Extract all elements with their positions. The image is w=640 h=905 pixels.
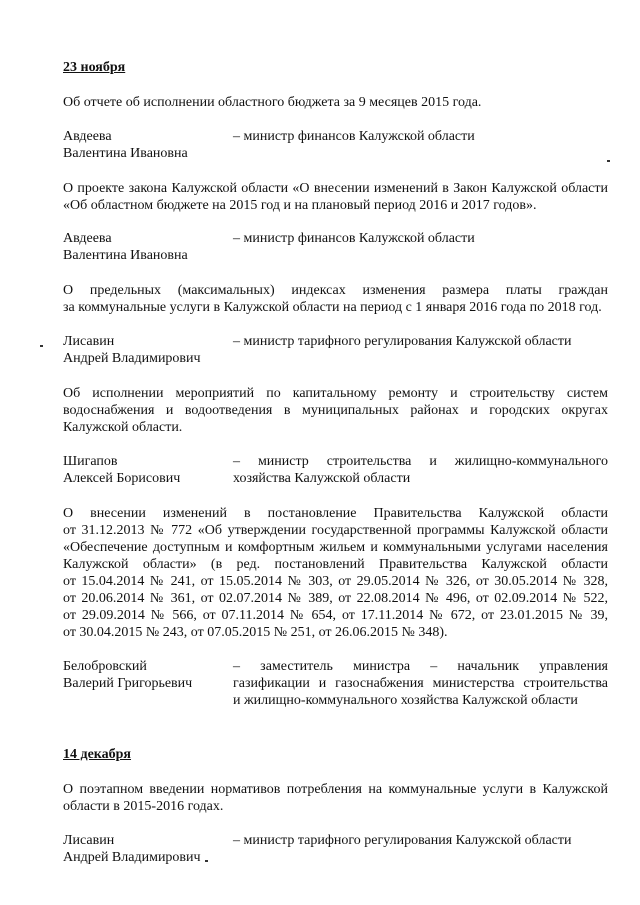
speaker-name <box>63 333 233 367</box>
agenda-topic <box>63 781 608 815</box>
topic-line: «Обеспечение доступным и комфортным жильем и коммунальными услугами населения <box>63 540 608 555</box>
topic-line: от 15.04.2014 № 241, от 15.05.2014 № 303, от 29.05.2014 № 326, от 30.05.2014 № 328, <box>63 574 608 589</box>
section-date: 14 декабря <box>63 747 132 762</box>
topic-line: от 31.12.2013 № 772 «Об утверждении государственной программы Калужской области <box>63 523 608 538</box>
scan-speck <box>205 860 208 862</box>
speaker-role <box>233 333 608 367</box>
topic-line: Об исполнении мероприятий по капитальному ремонту и строительству систем <box>63 386 608 401</box>
topic-line: Калужской области. <box>63 420 183 435</box>
speaker-role <box>233 230 608 264</box>
speaker-role <box>233 128 608 162</box>
speaker-block <box>63 333 608 367</box>
speaker-name <box>63 230 233 264</box>
speaker-given-name: Валентина Ивановна <box>63 146 188 161</box>
topic-line: от 30.04.2015 № 243, от 07.05.2015 № 251, от 26.06.2015 № 348). <box>63 625 448 640</box>
topic-line: от 20.06.2014 № 361, от 02.07.2014 № 389, от 22.08.2014 № 496, от 02.09.2014 № 522, <box>63 591 608 606</box>
agenda-topic <box>63 94 608 111</box>
speaker-surname: Авдеева <box>63 231 112 246</box>
topic-line: О поэтапном введении нормативов потребления на коммунальные услуги в Калужской <box>63 782 608 797</box>
topic-line: О предельных (максимальных) индексах изменения размера платы граждан <box>63 283 608 298</box>
role-line: – министр тарифного регулирования Калужской области <box>233 833 572 848</box>
agenda-topic <box>63 180 608 214</box>
speaker-role <box>233 658 608 709</box>
speaker-surname: Шигапов <box>63 454 118 469</box>
topic-line: водоснабжения и водоотведения в муниципальных районах и городских округах <box>63 403 608 418</box>
topic-line: «Об областном бюджете на 2015 год и на плановый период 2016 и 2017 годов». <box>63 198 537 213</box>
speaker-block <box>63 230 608 264</box>
speaker-surname: Белобровский <box>63 659 147 674</box>
speaker-name <box>63 128 233 162</box>
scan-speck <box>40 345 43 347</box>
speaker-role <box>233 832 608 866</box>
role-line: газификации и газоснабжения министерства строительства <box>233 676 608 691</box>
role-line: и жилищно-коммунального хозяйства Калужской области <box>233 693 578 708</box>
topic-line: Калужской области» (в ред. постановлений Правительства Калужской области <box>63 557 608 572</box>
speaker-block <box>63 658 608 709</box>
role-line: – министр тарифного регулирования Калужской области <box>233 334 572 349</box>
agenda-topic <box>63 385 608 436</box>
speaker-surname: Лисавин <box>63 334 115 349</box>
agenda-topic <box>63 505 608 641</box>
topic-line: области в 2015-2016 годах. <box>63 799 224 814</box>
speaker-given-name: Андрей Владимирович <box>63 850 201 865</box>
speaker-surname: Лисавин <box>63 833 115 848</box>
speaker-block <box>63 128 608 162</box>
topic-line: Об отчете об исполнении областного бюджета за 9 месяцев 2015 года. <box>63 95 482 110</box>
speaker-block <box>63 832 608 866</box>
speaker-surname: Авдеева <box>63 129 112 144</box>
role-line: хозяйства Калужской области <box>233 471 411 486</box>
speaker-given-name: Валерий Григорьевич <box>63 676 193 691</box>
agenda-topic <box>63 282 608 316</box>
speaker-given-name: Андрей Владимирович <box>63 351 201 366</box>
topic-line: от 29.09.2014 № 566, от 07.11.2014 № 654, от 17.11.2014 № 672, от 23.01.2015 № 39, <box>63 608 608 623</box>
speaker-name <box>63 453 233 487</box>
speaker-given-name: Валентина Ивановна <box>63 248 188 263</box>
topic-line: за коммунальные услуги в Калужской области на период с 1 января 2016 года по 2018 год. <box>63 300 602 315</box>
section-date: 23 ноября <box>63 60 126 75</box>
topic-line: О внесении изменений в постановление Правительства Калужской области <box>63 506 608 521</box>
speaker-role <box>233 453 608 487</box>
speaker-given-name: Алексей Борисович <box>63 471 181 486</box>
role-line: – заместитель министра – начальник управления <box>233 659 608 674</box>
role-line: – министр финансов Калужской области <box>233 129 475 144</box>
role-line: – министр строительства и жилищно-коммунального <box>233 454 608 469</box>
speaker-name <box>63 658 233 709</box>
speaker-block <box>63 453 608 487</box>
role-line: – министр финансов Калужской области <box>233 231 475 246</box>
topic-line: О проекте закона Калужской области «О внесении изменений в Закон Калужской области <box>63 181 608 196</box>
scan-speck <box>607 160 610 162</box>
